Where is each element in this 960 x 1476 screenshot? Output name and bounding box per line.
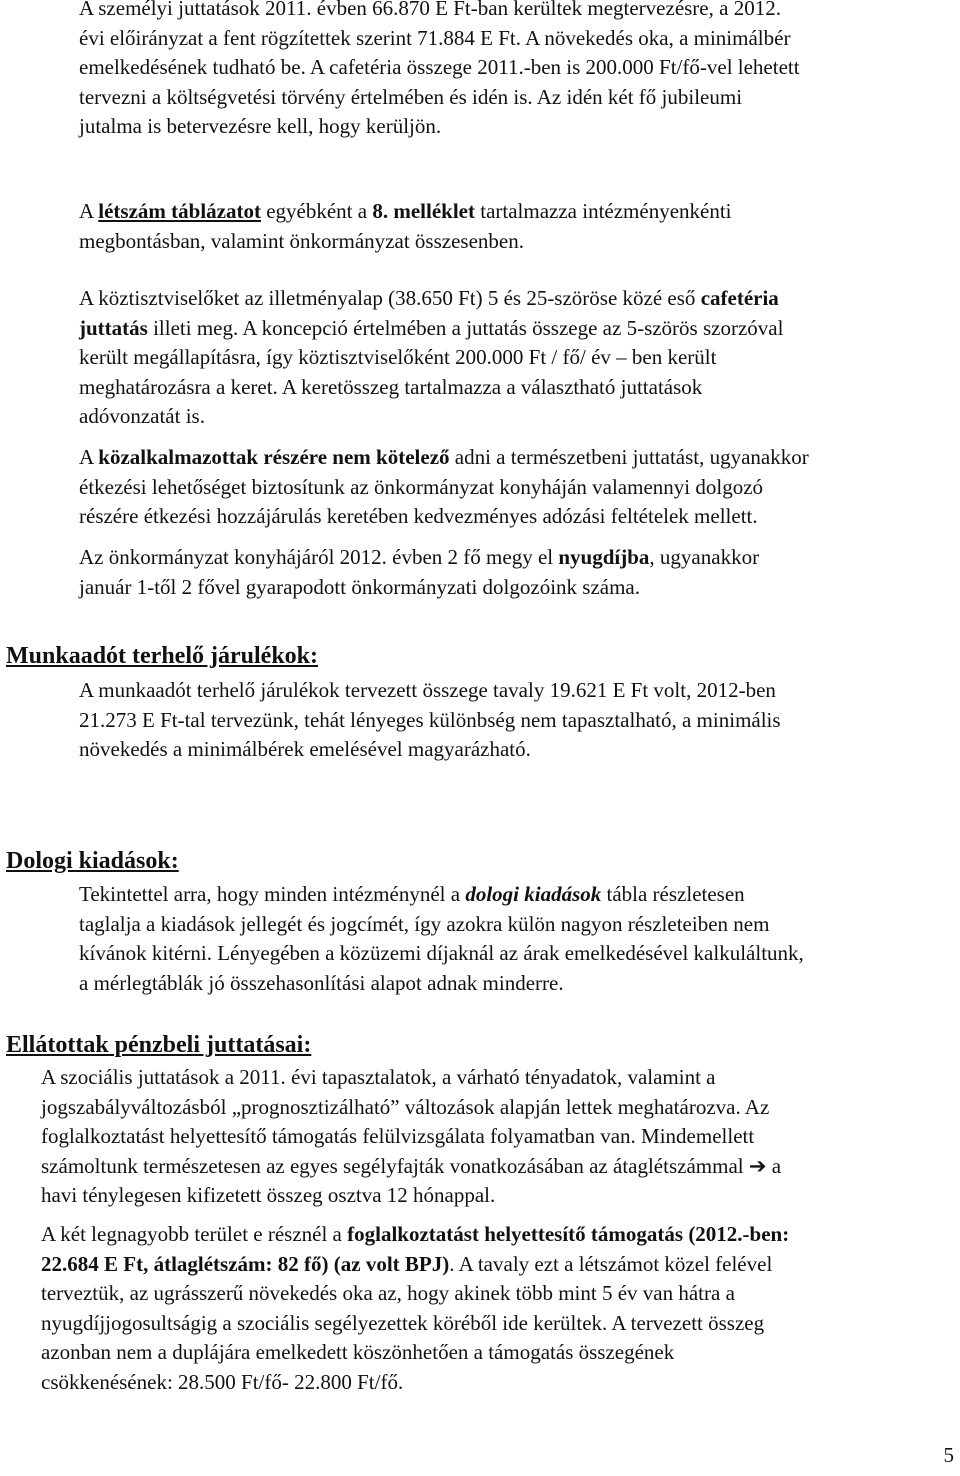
text-run: számoltunk természetesen az egyes segélyfajták vonatkozásában az átaglétszámmal bbox=[41, 1153, 749, 1178]
paragraph-headcount-table bbox=[79, 197, 955, 256]
text-line: részére étkezési hozzájárulás keretében kedvezményes adózási feltételek mellett. bbox=[79, 504, 758, 528]
text-run: tartalmazza intézményenkénti bbox=[474, 199, 732, 223]
text-line: azonban nem a duplájára emelkedett köszönhetően a támogatás összegének bbox=[41, 1340, 675, 1364]
text-line: került megállapításra, így köztisztviselőként 200.000 Ft / fő/ év – ben került bbox=[79, 345, 717, 369]
emphasis-benefit: juttatás bbox=[79, 315, 148, 340]
text-line: kívánok kitérni. Lényegében a közüzemi díjaknál az árak emelkedésével kalkuláltunk, bbox=[79, 941, 804, 965]
paragraph-kitchen-staff bbox=[79, 543, 955, 602]
text-line bbox=[79, 880, 955, 910]
text-line bbox=[79, 543, 955, 573]
text-line: A személyi juttatások 2011. évben 66.870 E Ft-ban kerültek megtervezésre, a 2012. bbox=[79, 0, 781, 20]
text-line: meghatározásra a keret. A keretösszeg tartalmazza a választható juttatások bbox=[79, 374, 703, 399]
paragraph-public-employees bbox=[79, 443, 955, 532]
emphasis-not-mandatory: közalkalmazottak részére nem kötelező bbox=[98, 445, 450, 469]
text-run: A bbox=[79, 199, 99, 223]
text-line: adóvonzatát is. bbox=[79, 404, 205, 428]
text-run: . A tavaly ezt a létszámot közel felével bbox=[449, 1251, 773, 1276]
paragraph-employment-support bbox=[41, 1220, 956, 1397]
text-line bbox=[79, 284, 955, 314]
text-run: a bbox=[766, 1153, 782, 1178]
text-line: nyugdíjjogosultságig a szociális segélyezettek köréből ide kerültek. A tervezett összeg bbox=[41, 1310, 765, 1335]
heading-cash-benefits: Ellátottak pénzbeli juttatásai: bbox=[6, 1032, 312, 1058]
text-line: taglalja a kiadások jellegét és jogcímét, így azokra külön nagyon részleteiben nem bbox=[79, 911, 770, 936]
emphasis-cafeteria: cafetéria bbox=[700, 286, 779, 310]
text-line bbox=[79, 197, 955, 227]
text-line: évi előirányzat a fent rögzítettek szerint 71.884 E Ft. A növekedés oka, a minimálbér bbox=[79, 25, 791, 50]
paragraph-social-benefits bbox=[41, 1063, 956, 1211]
emphasis-retirement: nyugdíjba bbox=[558, 545, 650, 569]
emphasis-amount-headcount: 22.684 E Ft, átlaglétszám: 82 fő) (az volt BPJ) bbox=[41, 1251, 450, 1276]
text-run: A köztisztviselőket az illetményalap (38.650 Ft) 5 és 25-szöröse közé eső bbox=[79, 286, 701, 310]
emphasis-employment-support: foglalkoztatást helyettesítő támogatás (2012.-ben: bbox=[347, 1222, 790, 1246]
text-run: Az önkormányzat konyhájáról 2012. évben 2 fő megy el bbox=[79, 545, 559, 569]
heading-material-expenses: Dologi kiadások: bbox=[6, 848, 179, 874]
text-line: jutalma is betervezésre kell, hogy kerüljön. bbox=[79, 114, 442, 138]
text-line: foglalkoztatást helyettesítő támogatás felülvizsgálata folyamatban van. Mindemellett bbox=[41, 1124, 755, 1148]
paragraph-civil-servants bbox=[79, 284, 955, 432]
emphasis-headcount-table: létszám táblázatot bbox=[98, 199, 261, 223]
emphasis-material-expenses: dologi kiadások bbox=[465, 882, 602, 906]
text-line: megbontásban, valamint önkormányzat összesenben. bbox=[79, 228, 524, 253]
text-line: havi ténylegesen kifizetett összeg osztva 12 hónappal. bbox=[41, 1183, 496, 1207]
text-line: emelkedésének tudható be. A cafetéria összege 2011.-ben is 200.000 Ft/fő-vel lehetett bbox=[79, 55, 800, 79]
text-line: A munkaadót terhelő járulékok tervezett összege tavaly 19.621 E Ft volt, 2012-ben bbox=[79, 678, 776, 702]
text-run: adni a természetbeni juttatást, ugyanakkor bbox=[449, 445, 809, 469]
text-run: A bbox=[79, 445, 99, 469]
text-line bbox=[79, 443, 955, 473]
page-number: 5 bbox=[943, 1443, 954, 1467]
paragraph-employer-contributions bbox=[79, 676, 955, 765]
text-line bbox=[41, 1220, 956, 1250]
text-line: terveztük, az ugrásszerű növekedés oka az, hogy akinek több mint 5 év van hátra a bbox=[41, 1281, 735, 1305]
text-run: , ugyanakkor bbox=[649, 545, 760, 569]
text-line: jogszabályváltozásból „prognosztizálható” változások alapján lettek meghatározva. Az bbox=[41, 1094, 770, 1119]
text-run: Tekintettel arra, hogy minden intézménynél a bbox=[79, 882, 466, 906]
text-line: január 1-től 2 fővel gyarapodott önkormányzati dolgozóink száma. bbox=[79, 574, 641, 599]
text-line bbox=[41, 1152, 956, 1182]
text-line: növekedés a minimálbérek emelésével magyarázható. bbox=[79, 737, 531, 761]
text-line bbox=[41, 1250, 956, 1280]
arrow-icon: ➔ bbox=[748, 1153, 767, 1178]
text-line: étkezési lehetőséget biztosítunk az önkormányzat konyháján valamennyi dolgozó bbox=[79, 474, 764, 499]
emphasis-annex: 8. melléklet bbox=[372, 199, 475, 223]
paragraph-personal-benefits bbox=[79, 0, 955, 142]
text-run: egyébként a bbox=[260, 199, 373, 223]
text-line: 21.273 E Ft-tal tervezünk, tehát lényeges különbség nem tapasztalható, a minimális bbox=[79, 707, 781, 732]
text-line: A szociális juttatások a 2011. évi tapasztalatok, a várható tényadatok, valamint a bbox=[41, 1065, 716, 1089]
heading-employer-contributions: Munkaadót terhelő járulékok: bbox=[6, 643, 318, 669]
paragraph-material-expenses bbox=[79, 880, 955, 998]
text-line bbox=[79, 314, 955, 344]
text-run: illeti meg. A koncepció értelmében a juttatás összege az 5-szörös szorzóval bbox=[147, 315, 784, 340]
text-line: a mérlegtáblák jó összehasonlítási alapot adnak minderre. bbox=[79, 970, 564, 995]
text-run: tábla részletesen bbox=[601, 882, 745, 906]
text-line: csökkenésének: 28.500 Ft/fő- 22.800 Ft/fő. bbox=[41, 1369, 404, 1394]
text-line: tervezni a költségvetési törvény értelmében és idén is. Az idén két fő jubileumi bbox=[79, 84, 743, 109]
text-run: A két legnagyobb terület e résznél a bbox=[41, 1222, 348, 1246]
